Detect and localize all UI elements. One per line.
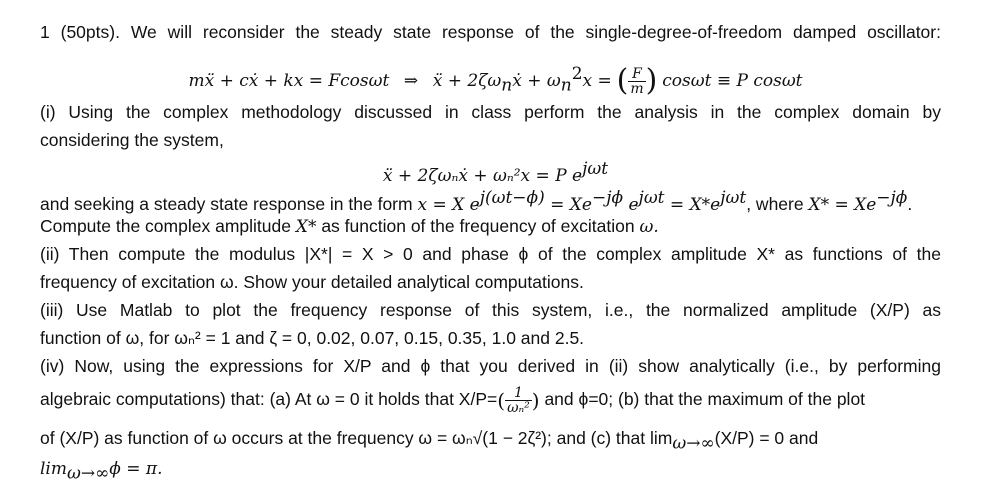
problem-heading: 1 (50pts). We will reconsider the steady state response of the single-degree-of-freedom damped oscillator: [40, 22, 941, 42]
part-iii-line2: function of ω, for ωₙ² = 1 and ζ = 0, 0.02, 0.07, 0.15, 0.35, 1.0 and 2.5. [40, 328, 585, 348]
complex-equation: ẍ + 2ζωₙẋ + ωₙ²x = P $e^{j\omega t}$ [382, 159, 609, 186]
f-over-m-fraction: $\frac{F}{m}$ [630, 65, 644, 97]
part-ii-line1: (ii) Then compute the modulus |X*| = X > 0 and phase ϕ of the complex amplitude X* as functions of the [40, 244, 941, 264]
part-iv-line2: algebraic computations) that: (a) At ω = 0 it holds that X/P=( $\frac{1}{\text{ωₙ²}}$ ) and ϕ=0; (b) that the maximum of the plot [40, 385, 866, 416]
part-iv-line4: $\lim_{\omega\to\infty}\phi = \pi$. [40, 459, 163, 484]
part-ii-line2: frequency of excitation ω. Show your detailed analytical computations. [40, 272, 584, 292]
eq1-lhs: mẍ + cẋ + kx = Fcosωt [188, 70, 390, 91]
part-iii-line1: (iii) Use Matlab to plot the frequency response of this system, i.e., the normalized amplitude (X/P) as [40, 300, 941, 320]
steady-state-form: and seeking a steady state response in the form x = X $e^{j(\omega t-\phi)} = Xe^{-j\phi}$ $e^{j\omega t} = X*e^{j\omega t}$, where $X* = Xe^{-j\phi}$. [40, 188, 913, 215]
equation-of-motion: mẍ + cẋ + kx = Fcosωt ⇒ ẍ + $2\zeta\omega_nẋ + \omega_n^2x$ = ( $\frac{F}{m}$ ) cosωt ≡ P cosωt [188, 63, 803, 99]
part-iv-line1: (iv) Now, using the expressions for X/P and ϕ that you derived in (ii) show analytically (i.e., by performing [40, 356, 941, 376]
part-i-line2: considering the system, [40, 130, 224, 150]
implies-arrow: ⇒ [403, 70, 419, 91]
eq1-mid: ẍ + 2ζω [432, 70, 502, 91]
part-iv-line3: of (X/P) as function of ω occurs at the frequency ω = ωₙ√(1 − 2ζ²); and (c) that $\lim_{\omega\to\infty}(X/P) = 0$ and [40, 428, 819, 454]
compute-amplitude: Compute the complex amplitude X* as function of the frequency of excitation ω. [40, 216, 659, 237]
one-over-wn2-fraction: $\frac{1}{\text{ωₙ²}}$ [507, 385, 530, 416]
part-i-line1: (i) Using the complex methodology discussed in class perform the analysis in the complex domain by [40, 102, 941, 122]
eq1-cos: cosωt ≡ P cosωt [662, 70, 803, 91]
